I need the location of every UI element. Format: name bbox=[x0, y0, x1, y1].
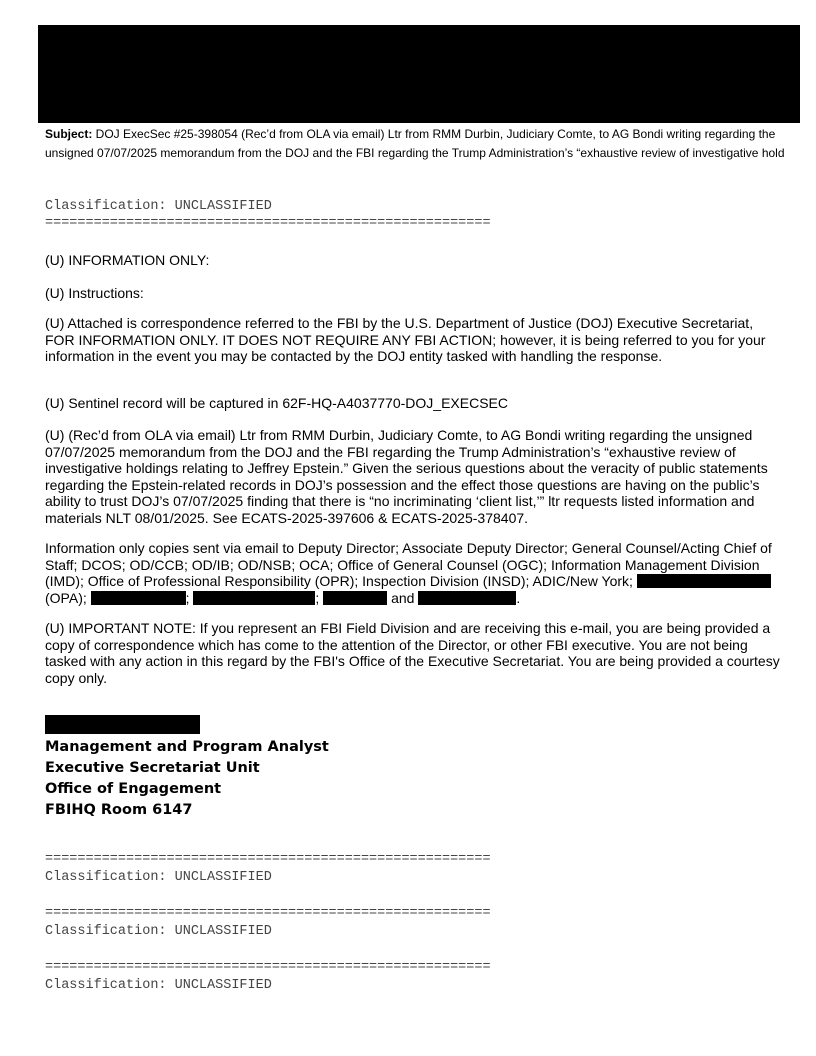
subject-label: Subject: bbox=[45, 127, 93, 141]
separator: ======================================================= bbox=[45, 960, 491, 975]
sentinel-paragraph: (U) Sentinel record will be captured in 62F-HQ-A4037770-DOJ_EXECSEC bbox=[45, 395, 508, 411]
signature-room: FBIHQ Room 6147 bbox=[45, 802, 193, 818]
copies-opa: (OPA); bbox=[45, 589, 91, 606]
copies-sep: ; bbox=[315, 589, 324, 606]
redaction-box bbox=[418, 591, 516, 605]
copies-paragraph bbox=[45, 540, 780, 606]
instructions-heading: (U) Instructions: bbox=[45, 285, 144, 301]
separator: ======================================================= bbox=[45, 906, 491, 921]
classification-footer: Classification: UNCLASSIFIED bbox=[45, 978, 272, 993]
redaction-box bbox=[91, 591, 186, 605]
copies-sep: ; bbox=[185, 589, 194, 606]
important-note: (U) IMPORTANT NOTE: If you represent an FBI Field Division and are receiving this e-mail, you are being provided a copy of correspondence which has come to the attention of the Director, or other FBI executive. You are not being tasked with any action in this regard by the FBI's Office of the Executive Secretariat. You are being provided a courtesy copy only. bbox=[45, 620, 780, 686]
copies-text: Information only copies sent via email to Deputy Director; Associate Deputy Director; General Counsel/Acting Chief of Staff; DCOS; OD/CCB; OD/IB; OD/NSB; OCA; Office of General Counsel (OGC); Information Management Division (IMD); Office of Professional Responsibility (OPR); Inspection Division (INSD); ADIC/New York; bbox=[45, 540, 772, 589]
attached-paragraph: (U) Attached is correspondence referred to the FBI by the U.S. Department of Justice (DOJ) Executive Secretariat, FOR INFORMATION ONLY. IT DOES NOT REQUIRE ANY FBI ACTION; however, it is being referred to you for your information in the event you may be contacted by the DOJ entity tasked with handling the response. bbox=[45, 315, 766, 364]
redaction-box bbox=[193, 591, 315, 605]
subject-text: DOJ ExecSec #25-398054 (Rec’d from OLA via email) Ltr from RMM Durbin, Judiciary Comte, to AG Bondi writing regarding the unsigned 07/07/2025 memorandum from the DOJ and the FBI regarding the Trump Administration’s “exhaustive review of investigative hold bbox=[45, 127, 785, 160]
copies-end: . bbox=[516, 589, 521, 606]
redacted-sender-name bbox=[45, 715, 200, 734]
classification-header: Classification: UNCLASSIFIED bbox=[45, 199, 272, 214]
classification-footer: Classification: UNCLASSIFIED bbox=[45, 924, 272, 939]
signature-title: Management and Program Analyst bbox=[45, 739, 329, 755]
email-subject bbox=[45, 125, 785, 162]
redaction-box bbox=[323, 591, 387, 605]
summary-paragraph: (U) (Rec’d from OLA via email) Ltr from RMM Durbin, Judiciary Comte, to AG Bondi writing regarding the unsigned 07/07/2025 memorandum from the DOJ and the FBI regarding the Trump Administration’s “exhaustive review of investigative holdings relating to Jeffrey Epstein.” Given the serious questions about the veracity of public statements regarding the Epstein-related records in DOJ’s possession and the effect those questions are having on the public’s ability to trust DOJ’s 07/07/2025 finding that there is “no incriminating ‘client list,’” ltr requests listed information and materials NLT 08/01/2025. See ECATS-2025-397606 & ECATS-2025-378407. bbox=[45, 427, 768, 526]
signature-unit: Executive Secretariat Unit bbox=[45, 760, 260, 776]
redacted-header-block bbox=[38, 25, 800, 123]
separator-top: ======================================================= bbox=[45, 216, 491, 231]
classification-footer: Classification: UNCLASSIFIED bbox=[45, 870, 272, 885]
copies-and: and bbox=[387, 589, 419, 606]
redaction-box bbox=[637, 574, 771, 588]
signature-office: Office of Engagement bbox=[45, 781, 222, 797]
separator: ======================================================= bbox=[45, 852, 491, 867]
info-only-heading: (U) INFORMATION ONLY: bbox=[45, 252, 210, 268]
